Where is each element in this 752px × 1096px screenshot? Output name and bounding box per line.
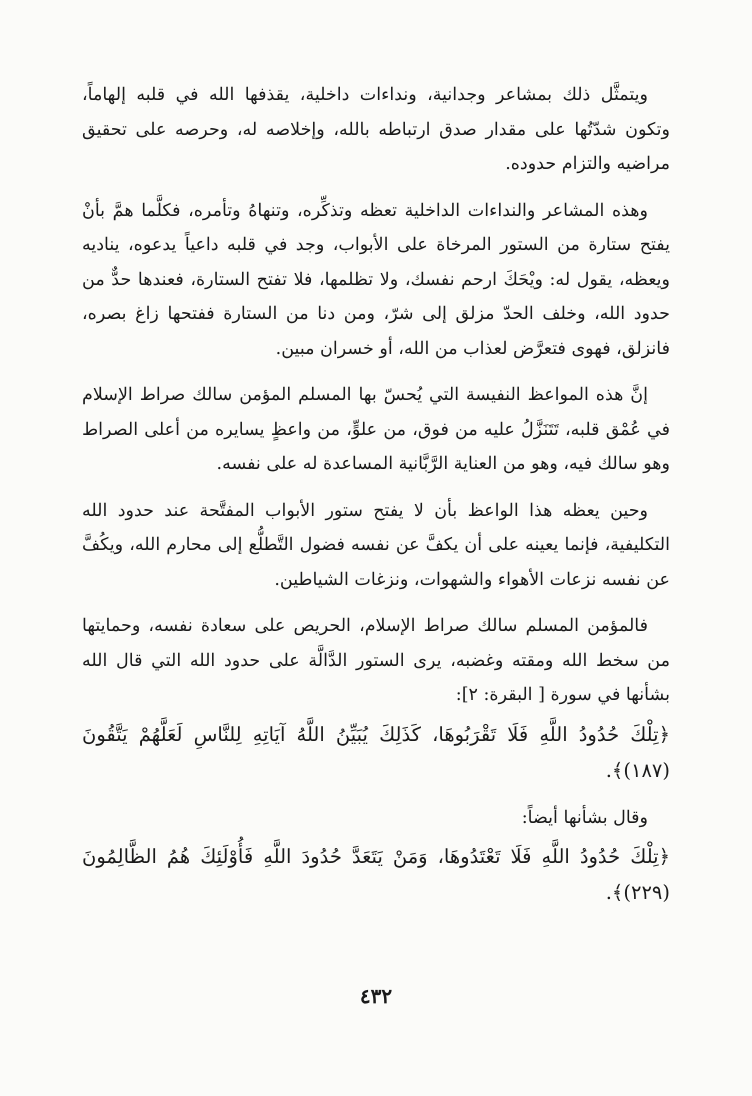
paragraph-3: إنَّ هذه المواعظ النفيسة التي يُحسّ بها المسلم المؤمن سالك صراط الإسلام في عُمْق قلبه، تَتَنَزَّلُ عليه من فوق، من علوٍّ، من واعظٍ يسايره من أعلى الصراط وهو سالك فيه، وهو من العناية الرَّبَّانية المساعدة له على نفسه. [82, 385, 670, 474]
quran-verse-2: ﴿تِلْكَ حُدُودُ اللَّهِ فَلَا تَعْتَدُوهَا، وَمَنْ يَتَعَدَّ حُدُودَ اللَّهِ فَأُوْلَئِكَ هُمُ الظَّالِمُونَ (٢٢٩)﴾. [82, 845, 670, 904]
paragraph-5: فالمؤمن المسلم سالك صراط الإسلام، الحريص على سعادة نفسه، وحمايتها من سخط الله ومقته وغضبه، يرى الستور الدَّالَّة على حدود الله التي قال الله بشأنها في سورة [ البقرة: ٢]: [82, 616, 671, 705]
page-body [82, 78, 670, 923]
paragraph-2: وهذه المشاعر والنداءات الداخلية تعظه وتذكِّره، وتنهاهُ وتأمره، فكلَّما همَّ بأنْ يفتح ستارة من الستور المرخاة على الأبواب، وجد في قلبه داعياً يدعوه، يناديه ويعظه، يقول له: ويْحَكَ ارحم نفسك، ولا تظلمها، فلا تفتح الستارة، فعندها حدٌّ من حدود الله، وخلف الحدّ مزلق إلى شرّ، ومن دنا من الستارة ففتحها زاغ بصره، فانزلق، فهوى فتعرَّض لعذاب من الله، أو خسران مبين. [82, 200, 670, 359]
paragraph-1: ويتمثَّل ذلك بمشاعر وجدانية، ونداءات داخلية، يقذفها الله في قلبه إلهاماً، وتكون شدّتُها على مقدار صدق ارتباطه بالله، وإخلاصه له، وحرصه على تحقيق مراضيه والتزام حدوده. [82, 85, 670, 174]
page-number: ٤٣٢ [359, 984, 393, 1008]
quran-verse-1: ﴿تِلْكَ حُدُودُ اللَّهِ فَلَا تَقْرَبُوهَا، كَذَلِكَ يُبَيِّنُ اللَّهُ آيَاتِهِ لِلنَّاسِ لَعَلَّهُمْ يَتَّقُونَ (١٨٧)﴾. [82, 722, 670, 782]
paragraph-4: وحين يعظه هذا الواعظ بأن لا يفتح ستور الأبواب المفتَّحة عند حدود الله التكليفية، فإنما يعينه على أن يكفَّ عن نفسه فضول التَّطلُّع إلى محارم الله، ويكُفَّ عن نفسه نزعات الأهواء والشهوات، ونزغات الشياطين. [82, 500, 670, 590]
paragraph-6: وقال بشأنها أيضاً: [521, 807, 648, 828]
